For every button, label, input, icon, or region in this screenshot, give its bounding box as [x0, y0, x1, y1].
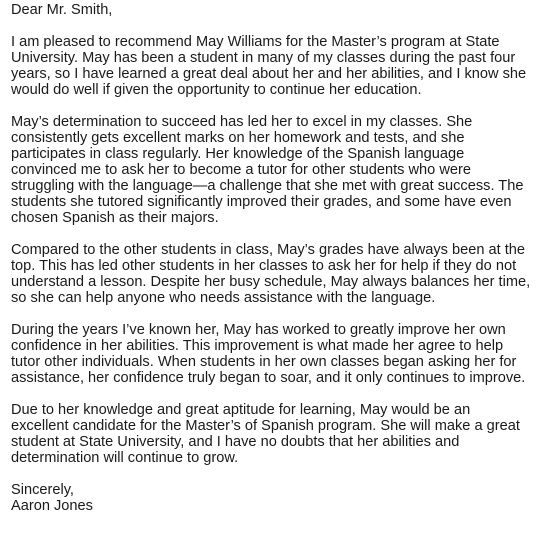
letter-signature: Aaron Jones — [11, 498, 93, 514]
letter-paragraph-3: Compared to the other students in class, May’s grades have always been at the top. This has led other students in her classes to ask her for help if they do not understand a lesson. Despite her busy schedule, May always balances her time, so she can help anyone who needs assistance with the language. — [11, 242, 531, 306]
letter-paragraph-1: I am pleased to recommend May Williams for the Master’s program at State University. May has been a student in many of my classes during the past four years, so I have learned a great deal about her and her abilities, and I know she would do well if given the opportunity to continue her education. — [11, 34, 527, 98]
letter-paragraph-5: Due to her knowledge and great aptitude for learning, May would be an excellent candidate for the Master’s of Spanish program. She will make a great student at State University, and I have no doubts that her abilities and determination will continue to grow. — [11, 402, 520, 466]
letter-greeting: Dear Mr. Smith, — [11, 2, 113, 18]
letter-paragraph-4: During the years I’ve known her, May has worked to greatly improve her own confidence in her abilities. This improvement is what made her agree to help tutor other individuals. When students in her own classes began asking her for assistance, her confidence truly began to soar, and it only continues to improve. — [11, 322, 526, 386]
recommendation-letter — [11, 2, 531, 514]
letter-closing: Sincerely, — [11, 482, 74, 498]
letter-paragraph-2: May’s determination to succeed has led her to excel in my classes. She consistently gets excellent marks on her homework and tests, and she participates in class regularly. Her knowledge of the Spanish language convinced me to ask her to become a tutor for other students who were struggling with the language—a challenge that she met with great success. The students she tutored significantly improved their grades, and some have even chosen Spanish as their majors. — [11, 114, 524, 226]
